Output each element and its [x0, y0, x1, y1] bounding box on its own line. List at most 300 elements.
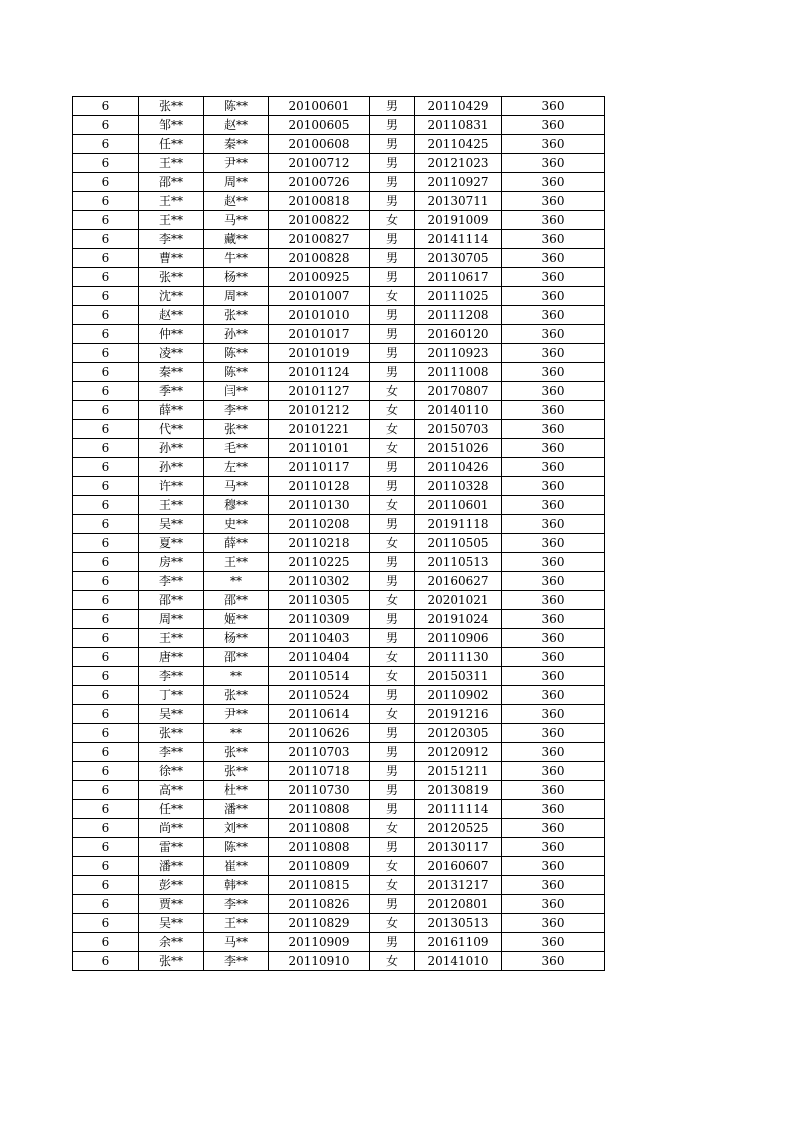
date-cell: 20110809: [269, 857, 370, 876]
date-cell: 20110225: [269, 553, 370, 572]
gender-cell: 男: [370, 629, 415, 648]
grade-cell: 6: [73, 154, 139, 173]
gender-cell: 男: [370, 249, 415, 268]
gender-cell: 男: [370, 116, 415, 135]
table-row: [73, 781, 605, 800]
amount-cell: 360: [502, 401, 605, 420]
amount-cell: 360: [502, 249, 605, 268]
grade-cell: 6: [73, 876, 139, 895]
name-a-cell: 季**: [139, 382, 204, 401]
date-cell: 20110404: [269, 648, 370, 667]
date-cell: 20101019: [269, 344, 370, 363]
name-a-cell: 王**: [139, 154, 204, 173]
gender-cell: 男: [370, 724, 415, 743]
amount-cell: 360: [502, 876, 605, 895]
table-row: [73, 762, 605, 781]
name-a-cell: 余**: [139, 933, 204, 952]
table-row: [73, 344, 605, 363]
name-a-cell: 薛**: [139, 401, 204, 420]
name-a-cell: 张**: [139, 268, 204, 287]
table-row: [73, 515, 605, 534]
name-b-cell: 邵**: [204, 591, 269, 610]
table-row: [73, 724, 605, 743]
name-b-cell: 刘**: [204, 819, 269, 838]
date-cell: 20110614: [269, 705, 370, 724]
name-b-cell: 马**: [204, 477, 269, 496]
date-cell: 20110524: [269, 686, 370, 705]
date-cell: 20101124: [269, 363, 370, 382]
gender-cell: 男: [370, 933, 415, 952]
gender-cell: 男: [370, 325, 415, 344]
name-b-cell: 藏**: [204, 230, 269, 249]
name-b-cell: 杨**: [204, 268, 269, 287]
name-a-cell: 张**: [139, 952, 204, 971]
amount-cell: 360: [502, 952, 605, 971]
amount-cell: 360: [502, 933, 605, 952]
date2-cell: 20150311: [415, 667, 502, 686]
name-b-cell: 李**: [204, 895, 269, 914]
name-a-cell: 张**: [139, 724, 204, 743]
date-cell: 20100726: [269, 173, 370, 192]
name-b-cell: 邵**: [204, 648, 269, 667]
table-row: [73, 933, 605, 952]
amount-cell: 360: [502, 914, 605, 933]
amount-cell: 360: [502, 591, 605, 610]
name-b-cell: 马**: [204, 933, 269, 952]
table-row: [73, 838, 605, 857]
date-cell: 20110101: [269, 439, 370, 458]
date-cell: 20100925: [269, 268, 370, 287]
amount-cell: 360: [502, 211, 605, 230]
name-a-cell: 王**: [139, 629, 204, 648]
table-row: [73, 610, 605, 629]
table-row: [73, 667, 605, 686]
name-b-cell: 张**: [204, 762, 269, 781]
amount-cell: 360: [502, 344, 605, 363]
name-b-cell: 张**: [204, 306, 269, 325]
gender-cell: 男: [370, 458, 415, 477]
date2-cell: 20141114: [415, 230, 502, 249]
table-row: [73, 705, 605, 724]
name-a-cell: 赵**: [139, 306, 204, 325]
date-cell: 20110218: [269, 534, 370, 553]
name-a-cell: 邹**: [139, 116, 204, 135]
gender-cell: 男: [370, 135, 415, 154]
gender-cell: 男: [370, 800, 415, 819]
name-b-cell: 姬**: [204, 610, 269, 629]
date2-cell: 20141010: [415, 952, 502, 971]
gender-cell: 男: [370, 97, 415, 116]
date-cell: 20110829: [269, 914, 370, 933]
table-row: [73, 325, 605, 344]
date2-cell: 20111025: [415, 287, 502, 306]
grade-cell: 6: [73, 819, 139, 838]
gender-cell: 男: [370, 268, 415, 287]
gender-cell: 男: [370, 192, 415, 211]
amount-cell: 360: [502, 306, 605, 325]
date-cell: 20100712: [269, 154, 370, 173]
grade-cell: 6: [73, 952, 139, 971]
date-cell: 20110703: [269, 743, 370, 762]
name-a-cell: 秦**: [139, 363, 204, 382]
amount-cell: 360: [502, 781, 605, 800]
name-b-cell: 王**: [204, 914, 269, 933]
table-row: [73, 496, 605, 515]
grade-cell: 6: [73, 857, 139, 876]
name-a-cell: 曹**: [139, 249, 204, 268]
name-b-cell: 牛**: [204, 249, 269, 268]
date-cell: 20101212: [269, 401, 370, 420]
name-b-cell: 李**: [204, 952, 269, 971]
date2-cell: 20111130: [415, 648, 502, 667]
name-a-cell: 吴**: [139, 515, 204, 534]
date2-cell: 20110513: [415, 553, 502, 572]
date-cell: 20110305: [269, 591, 370, 610]
grade-cell: 6: [73, 116, 139, 135]
name-b-cell: 杜**: [204, 781, 269, 800]
date2-cell: 20110425: [415, 135, 502, 154]
gender-cell: 女: [370, 534, 415, 553]
date-cell: 20110309: [269, 610, 370, 629]
date2-cell: 20110831: [415, 116, 502, 135]
name-b-cell: 尹**: [204, 705, 269, 724]
date-cell: 20110808: [269, 838, 370, 857]
grade-cell: 6: [73, 458, 139, 477]
name-a-cell: 李**: [139, 667, 204, 686]
gender-cell: 女: [370, 211, 415, 230]
amount-cell: 360: [502, 382, 605, 401]
grade-cell: 6: [73, 914, 139, 933]
amount-cell: 360: [502, 705, 605, 724]
table-row: [73, 97, 605, 116]
date-cell: 20110130: [269, 496, 370, 515]
amount-cell: 360: [502, 154, 605, 173]
table-row: [73, 629, 605, 648]
gender-cell: 男: [370, 306, 415, 325]
gender-cell: 女: [370, 287, 415, 306]
date2-cell: 20120801: [415, 895, 502, 914]
date-cell: 20110808: [269, 819, 370, 838]
date2-cell: 20151026: [415, 439, 502, 458]
table-row: [73, 439, 605, 458]
amount-cell: 360: [502, 895, 605, 914]
amount-cell: 360: [502, 610, 605, 629]
gender-cell: 男: [370, 553, 415, 572]
name-b-cell: 韩**: [204, 876, 269, 895]
table-row: [73, 154, 605, 173]
table-row: [73, 268, 605, 287]
name-b-cell: 孙**: [204, 325, 269, 344]
name-b-cell: **: [204, 667, 269, 686]
gender-cell: 女: [370, 439, 415, 458]
amount-cell: 360: [502, 287, 605, 306]
grade-cell: 6: [73, 781, 139, 800]
date-cell: 20110403: [269, 629, 370, 648]
amount-cell: 360: [502, 724, 605, 743]
grade-cell: 6: [73, 287, 139, 306]
date2-cell: 20110617: [415, 268, 502, 287]
name-a-cell: 吴**: [139, 705, 204, 724]
name-a-cell: 尚**: [139, 819, 204, 838]
grade-cell: 6: [73, 553, 139, 572]
date-cell: 20100605: [269, 116, 370, 135]
name-b-cell: 王**: [204, 553, 269, 572]
date2-cell: 20150703: [415, 420, 502, 439]
gender-cell: 男: [370, 173, 415, 192]
name-a-cell: 李**: [139, 743, 204, 762]
gender-cell: 女: [370, 648, 415, 667]
date2-cell: 20191118: [415, 515, 502, 534]
grade-cell: 6: [73, 306, 139, 325]
name-a-cell: 丁**: [139, 686, 204, 705]
grade-cell: 6: [73, 420, 139, 439]
name-a-cell: 高**: [139, 781, 204, 800]
date-cell: 20110910: [269, 952, 370, 971]
grade-cell: 6: [73, 724, 139, 743]
name-a-cell: 雷**: [139, 838, 204, 857]
name-a-cell: 房**: [139, 553, 204, 572]
name-a-cell: 孙**: [139, 439, 204, 458]
table-row: [73, 819, 605, 838]
date2-cell: 20111008: [415, 363, 502, 382]
table-row: [73, 458, 605, 477]
table-row: [73, 420, 605, 439]
table-row: [73, 572, 605, 591]
amount-cell: 360: [502, 819, 605, 838]
table-row: [73, 116, 605, 135]
gender-cell: 男: [370, 230, 415, 249]
gender-cell: 女: [370, 667, 415, 686]
name-a-cell: 彭**: [139, 876, 204, 895]
date2-cell: 20191216: [415, 705, 502, 724]
date2-cell: 20110906: [415, 629, 502, 648]
name-a-cell: 凌**: [139, 344, 204, 363]
table-row: [73, 648, 605, 667]
date2-cell: 20110923: [415, 344, 502, 363]
date2-cell: 20191009: [415, 211, 502, 230]
name-b-cell: **: [204, 724, 269, 743]
amount-cell: 360: [502, 420, 605, 439]
name-b-cell: 张**: [204, 420, 269, 439]
amount-cell: 360: [502, 458, 605, 477]
date2-cell: 20111114: [415, 800, 502, 819]
gender-cell: 女: [370, 876, 415, 895]
grade-cell: 6: [73, 401, 139, 420]
name-b-cell: 赵**: [204, 116, 269, 135]
amount-cell: 360: [502, 800, 605, 819]
table-row: [73, 857, 605, 876]
date-cell: 20100822: [269, 211, 370, 230]
date2-cell: 20151211: [415, 762, 502, 781]
date2-cell: 20130513: [415, 914, 502, 933]
amount-cell: 360: [502, 686, 605, 705]
amount-cell: 360: [502, 192, 605, 211]
table-row: [73, 477, 605, 496]
name-b-cell: 潘**: [204, 800, 269, 819]
gender-cell: 男: [370, 686, 415, 705]
grade-cell: 6: [73, 895, 139, 914]
amount-cell: 360: [502, 477, 605, 496]
amount-cell: 360: [502, 572, 605, 591]
name-b-cell: 尹**: [204, 154, 269, 173]
name-b-cell: 陈**: [204, 97, 269, 116]
date2-cell: 20110902: [415, 686, 502, 705]
date-cell: 20100827: [269, 230, 370, 249]
amount-cell: 360: [502, 496, 605, 515]
table-row: [73, 211, 605, 230]
amount-cell: 360: [502, 629, 605, 648]
table-row: [73, 591, 605, 610]
grade-cell: 6: [73, 135, 139, 154]
gender-cell: 男: [370, 363, 415, 382]
date2-cell: 20110505: [415, 534, 502, 553]
grade-cell: 6: [73, 496, 139, 515]
gender-cell: 男: [370, 895, 415, 914]
name-b-cell: **: [204, 572, 269, 591]
grade-cell: 6: [73, 629, 139, 648]
gender-cell: 女: [370, 420, 415, 439]
amount-cell: 360: [502, 743, 605, 762]
grade-cell: 6: [73, 667, 139, 686]
date-cell: 20101221: [269, 420, 370, 439]
date-cell: 20101127: [269, 382, 370, 401]
name-a-cell: 夏**: [139, 534, 204, 553]
amount-cell: 360: [502, 534, 605, 553]
amount-cell: 360: [502, 762, 605, 781]
name-b-cell: 毛**: [204, 439, 269, 458]
grade-cell: 6: [73, 610, 139, 629]
grade-cell: 6: [73, 800, 139, 819]
grade-cell: 6: [73, 743, 139, 762]
grade-cell: 6: [73, 477, 139, 496]
grade-cell: 6: [73, 648, 139, 667]
grade-cell: 6: [73, 173, 139, 192]
name-a-cell: 邵**: [139, 173, 204, 192]
name-a-cell: 仲**: [139, 325, 204, 344]
amount-cell: 360: [502, 135, 605, 154]
date2-cell: 20170807: [415, 382, 502, 401]
date-cell: 20100818: [269, 192, 370, 211]
date2-cell: 20201021: [415, 591, 502, 610]
amount-cell: 360: [502, 363, 605, 382]
date2-cell: 20130711: [415, 192, 502, 211]
table-row: [73, 686, 605, 705]
amount-cell: 360: [502, 439, 605, 458]
name-a-cell: 代**: [139, 420, 204, 439]
date-cell: 20110808: [269, 800, 370, 819]
name-b-cell: 张**: [204, 686, 269, 705]
name-b-cell: 杨**: [204, 629, 269, 648]
table-row: [73, 401, 605, 420]
amount-cell: 360: [502, 230, 605, 249]
table-row: [73, 135, 605, 154]
amount-cell: 360: [502, 838, 605, 857]
name-b-cell: 周**: [204, 287, 269, 306]
table-row: [73, 952, 605, 971]
amount-cell: 360: [502, 553, 605, 572]
table-row: [73, 249, 605, 268]
name-b-cell: 李**: [204, 401, 269, 420]
date-cell: 20110909: [269, 933, 370, 952]
name-a-cell: 徐**: [139, 762, 204, 781]
gender-cell: 女: [370, 914, 415, 933]
gender-cell: 男: [370, 477, 415, 496]
date2-cell: 20121023: [415, 154, 502, 173]
name-b-cell: 陈**: [204, 344, 269, 363]
amount-cell: 360: [502, 173, 605, 192]
name-b-cell: 薛**: [204, 534, 269, 553]
date-cell: 20100608: [269, 135, 370, 154]
name-b-cell: 陈**: [204, 363, 269, 382]
date2-cell: 20110426: [415, 458, 502, 477]
grade-cell: 6: [73, 933, 139, 952]
grade-cell: 6: [73, 268, 139, 287]
gender-cell: 男: [370, 781, 415, 800]
date2-cell: 20160607: [415, 857, 502, 876]
date2-cell: 20131217: [415, 876, 502, 895]
amount-cell: 360: [502, 325, 605, 344]
grade-cell: 6: [73, 249, 139, 268]
date-cell: 20101017: [269, 325, 370, 344]
name-a-cell: 潘**: [139, 857, 204, 876]
grade-cell: 6: [73, 838, 139, 857]
table-row: [73, 287, 605, 306]
table-row: [73, 382, 605, 401]
date-cell: 20110302: [269, 572, 370, 591]
name-a-cell: 许**: [139, 477, 204, 496]
date-cell: 20110128: [269, 477, 370, 496]
name-a-cell: 王**: [139, 496, 204, 515]
table-row: [73, 553, 605, 572]
name-b-cell: 秦**: [204, 135, 269, 154]
date2-cell: 20111208: [415, 306, 502, 325]
gender-cell: 女: [370, 591, 415, 610]
date2-cell: 20140110: [415, 401, 502, 420]
table-row: [73, 173, 605, 192]
gender-cell: 男: [370, 762, 415, 781]
gender-cell: 男: [370, 515, 415, 534]
table-row: [73, 230, 605, 249]
grade-cell: 6: [73, 534, 139, 553]
date2-cell: 20110601: [415, 496, 502, 515]
grade-cell: 6: [73, 211, 139, 230]
table-body: [73, 97, 605, 971]
gender-cell: 女: [370, 705, 415, 724]
grade-cell: 6: [73, 686, 139, 705]
gender-cell: 女: [370, 382, 415, 401]
gender-cell: 男: [370, 743, 415, 762]
grade-cell: 6: [73, 325, 139, 344]
name-b-cell: 马**: [204, 211, 269, 230]
gender-cell: 男: [370, 344, 415, 363]
grade-cell: 6: [73, 515, 139, 534]
date2-cell: 20160120: [415, 325, 502, 344]
grade-cell: 6: [73, 230, 139, 249]
date2-cell: 20120912: [415, 743, 502, 762]
date-cell: 20110826: [269, 895, 370, 914]
table-row: [73, 800, 605, 819]
date2-cell: 20130117: [415, 838, 502, 857]
table-row: [73, 743, 605, 762]
name-b-cell: 赵**: [204, 192, 269, 211]
name-b-cell: 张**: [204, 743, 269, 762]
date-cell: 20101010: [269, 306, 370, 325]
name-a-cell: 李**: [139, 572, 204, 591]
gender-cell: 女: [370, 857, 415, 876]
date2-cell: 20120525: [415, 819, 502, 838]
date2-cell: 20160627: [415, 572, 502, 591]
grade-cell: 6: [73, 762, 139, 781]
